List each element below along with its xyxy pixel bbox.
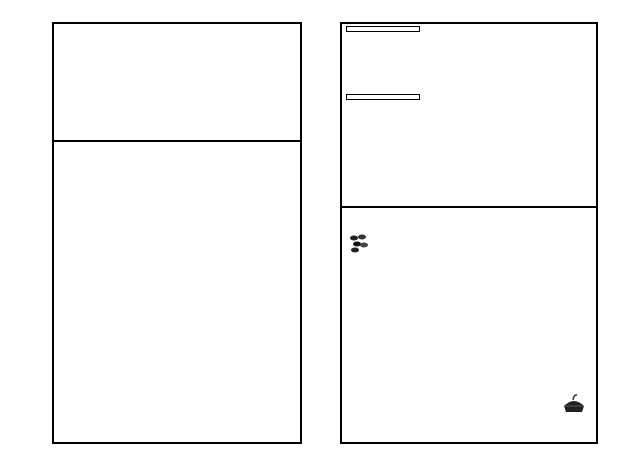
good-soil-icon: [562, 392, 586, 414]
left-page-border: [52, 22, 302, 444]
step-2-box: [346, 94, 420, 100]
section-divider: [52, 140, 300, 142]
step-1-box: [346, 26, 420, 32]
maze: [358, 228, 546, 416]
right-divider: [340, 206, 596, 208]
